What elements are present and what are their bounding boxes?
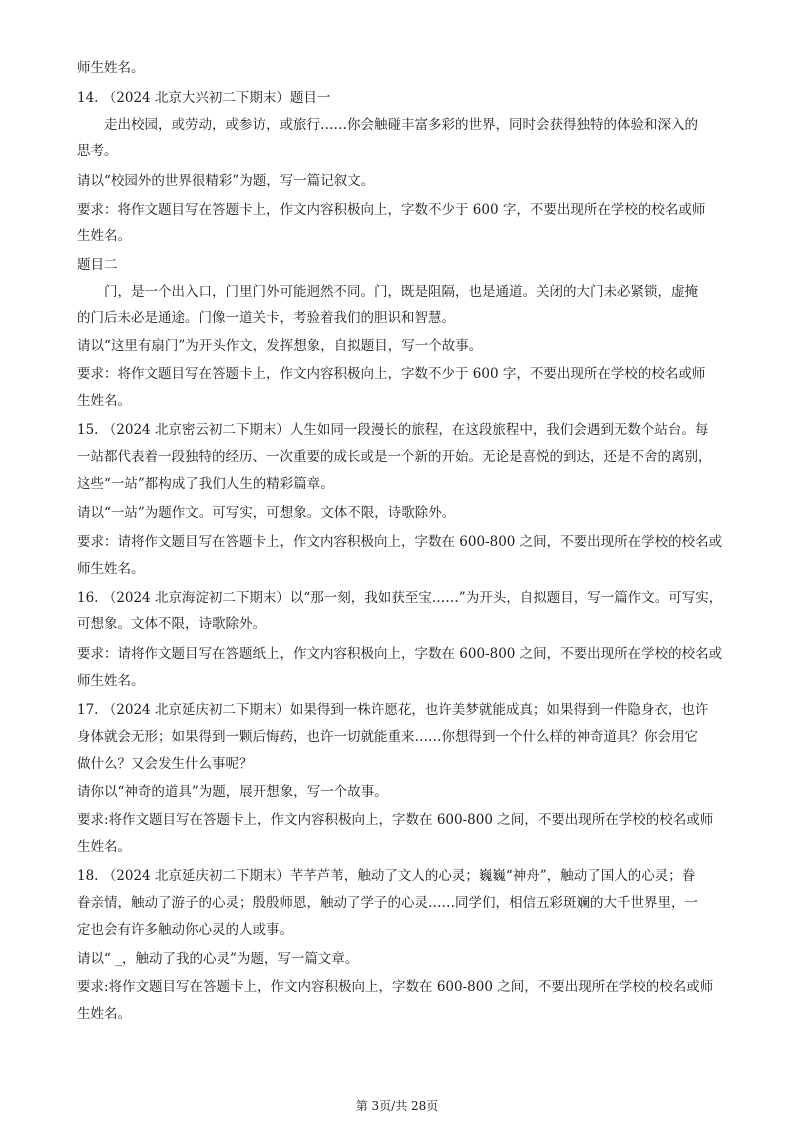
text-line: 一站都代表着一段独特的经历、一次重要的成长或是一个新的开始。无论是喜悦的到达，还是不舍的离别， [77,449,712,465]
text-line: 门，是一个出入口，门里门外可能迥然不同。门，既是阻隔，也是通道。关闭的大门未必紧锁，虚掩 [104,284,698,300]
text-line: 要求：将作文题目写在答题卡上，作文内容积极向上，字数不少于 600 字，不要出现所在学校的校名或师 [77,366,706,382]
text-line: 请你以“神奇的道具”为题，展开想象，写一个故事。 [77,784,388,800]
text-line: 身体就会无形；如果得到一颗后悔药，也许一切就能重来……你想得到一个什么样的神奇道具？你会用它 [77,729,698,745]
text-line: 要求:将作文题目写在答题卡上，作文内容积极向上，字数在 600-800 之间，不要出现所在学校的校名或师 [77,979,714,995]
text-line: 题目二 [77,257,118,273]
text-line: 要求：请将作文题目写在答题纸上，作文内容积极向上，字数在 600-800 之间，不要出现所在学校的校名或 [77,646,723,662]
text-line: 生姓名。 [77,1006,131,1022]
text-line: 请以“校园外的世界很精彩”为题，写一篇记叙文。 [77,173,375,189]
text-line: 师生姓名。 [77,561,145,577]
text-line: 请以“这里有扇门”为开头作文，发挥想象，自拟题目，写一个故事。 [77,338,483,354]
text-line: 请以“一站”为题作文。可写实，可想象。文体不限，诗歌除外。 [77,505,456,521]
question-17-heading: 17. （2024 北京延庆初二下期末）如果得到一株许愿花，也许美梦就能成真；如果得到一件隐身衣，也许 [77,702,709,718]
text-line: 思考。 [77,143,118,159]
text-line: 定也会有许多触动你心灵的人或事。 [77,922,293,938]
text-line: 做什么？又会发生什么事呢？ [77,756,253,772]
page-number: 第 3页/共 28页 [355,1099,439,1113]
text-line: 师生姓名。 [77,673,145,689]
text-line: 生姓名。 [77,393,131,409]
text-line: 要求:将作文题目写在答题卡上，作文内容积极向上，字数在 600-800 之间，不要出现所在学校的校名或师 [77,812,714,828]
text-line: 生姓名。 [77,228,131,244]
question-16-heading: 16. （2024 北京海淀初二下期末）以“那一刻，我如获至宝……”为开头，自拟题目，写一篇作文。可写实， [77,590,723,606]
text-line: 的门后未必是通途。门像一道关卡，考验着我们的胆识和智慧。 [77,310,455,326]
text-line: 要求：请将作文题目写在答题卡上，作文内容积极向上，字数在 600-800 之间，不要出现所在学校的校名或 [77,534,723,550]
text-line: 要求：将作文题目写在答题卡上，作文内容积极向上，字数不少于 600 字，不要出现所在学校的校名或师 [77,202,706,218]
text-line: 走出校园，或劳动，或参访，或旅行……你会触碰丰富多彩的世界，同时会获得独特的体验和深入的 [104,117,698,133]
text-line: 可想象。文体不限，诗歌除外。 [77,616,266,632]
question-18-heading: 18. （2024 北京延庆初二下期末）芊芊芦苇，触动了文人的心灵；巍巍“神舟”，触动了国人的心灵；眷 [77,868,696,884]
question-15-heading: 15. （2024 北京密云初二下期末）人生如同一段漫长的旅程，在这段旅程中，我们会遇到无数个站台。每 [77,422,709,438]
text-line: 这些“一站”都构成了我们人生的精彩篇章。 [77,476,334,492]
text-line: 请以“ _，触动了我的心灵”为题，写一篇文章。 [77,951,359,967]
question-14-heading: 14. （2024 北京大兴初二下期末）题目一 [77,90,331,106]
text-line: 师生姓名。 [77,60,145,76]
text-line: 生姓名。 [77,839,131,855]
text-line: 眷亲情，触动了游子的心灵；殷殷师恩，触动了学子的心灵……同学们，相信五彩斑斓的大千世界里，一 [77,895,698,911]
